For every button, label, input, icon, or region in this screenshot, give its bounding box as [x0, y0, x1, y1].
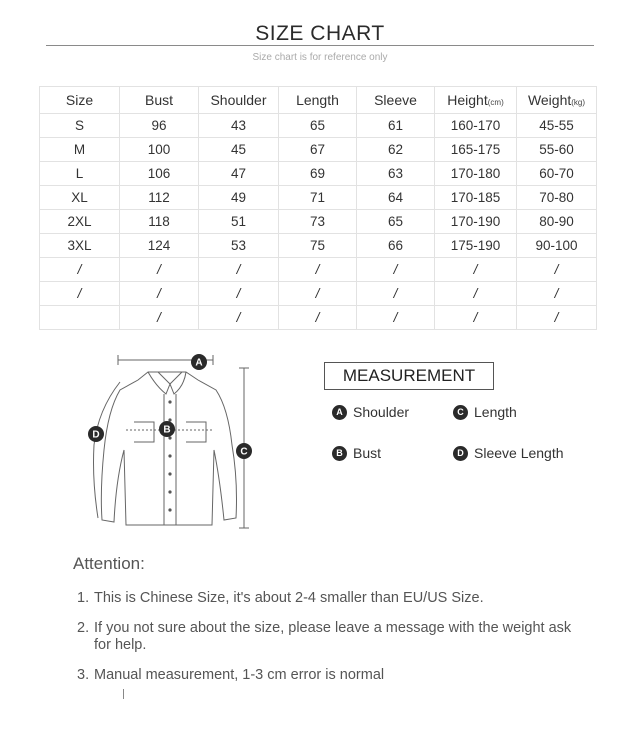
table-row	[40, 138, 597, 162]
table-cell: /	[120, 258, 199, 282]
table-cell: 124	[120, 234, 199, 258]
table-cell: 80-90	[517, 210, 597, 234]
legend-length	[453, 404, 517, 420]
table-cell: 60-70	[517, 162, 597, 186]
table-cell: 65	[357, 210, 435, 234]
table-cell: 170-190	[435, 210, 517, 234]
table-cell: /	[199, 258, 279, 282]
marker-b	[159, 421, 175, 437]
table-cell: 47	[199, 162, 279, 186]
title-divider	[46, 45, 594, 46]
table-row	[40, 162, 597, 186]
marker-a	[191, 354, 207, 370]
table-cell: 43	[199, 114, 279, 138]
header-sleeve: Sleeve	[357, 87, 435, 114]
weight-unit: (kg)	[571, 98, 586, 107]
table-cell: 96	[120, 114, 199, 138]
table-cell: /	[199, 306, 279, 330]
measurement-title: MEASUREMENT	[324, 362, 494, 390]
table-cell: /	[357, 306, 435, 330]
attention-note-2: 2. If you not sure about the size, please leave a message with the weight ask for help.	[77, 620, 572, 653]
table-cell: /	[435, 282, 517, 306]
legend-sleeve-length	[453, 445, 564, 461]
attention-note-1: 1. This is Chinese Size, it's about 2-4 smaller than EU/US Size.	[77, 590, 484, 606]
table-cell: 73	[279, 210, 357, 234]
table-cell: M	[40, 138, 120, 162]
table-cell: 70-80	[517, 186, 597, 210]
table-row	[40, 186, 597, 210]
table-cell: 170-185	[435, 186, 517, 210]
table-cell: 67	[279, 138, 357, 162]
marker-d-icon: D	[453, 446, 468, 461]
table-cell: S	[40, 114, 120, 138]
table-cell: 112	[120, 186, 199, 210]
table-cell: 170-180	[435, 162, 517, 186]
table-cell: 69	[279, 162, 357, 186]
table-cell: 106	[120, 162, 199, 186]
table-cell: /	[279, 282, 357, 306]
table-cell: /	[517, 258, 597, 282]
marker-c-icon: C	[453, 405, 468, 420]
table-row	[40, 306, 597, 330]
table-header-row	[40, 87, 597, 114]
header-bust: Bust	[120, 87, 199, 114]
table-cell: 61	[357, 114, 435, 138]
table-row	[40, 210, 597, 234]
svg-text:C: C	[240, 446, 248, 458]
legend-bust	[332, 445, 381, 461]
table-cell: 49	[199, 186, 279, 210]
legend-shoulder	[332, 404, 409, 420]
table-cell: 62	[357, 138, 435, 162]
svg-text:A: A	[195, 357, 203, 369]
table-cell: 2XL	[40, 210, 120, 234]
height-unit: (cm)	[487, 98, 504, 107]
table-cell: 118	[120, 210, 199, 234]
table-row	[40, 258, 597, 282]
table-cell: 71	[279, 186, 357, 210]
shirt-diagram	[78, 350, 278, 535]
table-cell: 63	[357, 162, 435, 186]
marker-c	[236, 443, 252, 459]
attention-note-3: 3. Manual measurement, 1-3 cm error is normal	[77, 667, 385, 683]
table-cell: 90-100	[517, 234, 597, 258]
table-cell: 55-60	[517, 138, 597, 162]
page-subtitle: Size chart is for reference only	[252, 52, 388, 63]
attention-heading: Attention:	[73, 554, 145, 573]
marker-a-icon: A	[332, 405, 347, 420]
table-cell: /	[120, 282, 199, 306]
table-cell: /	[120, 306, 199, 330]
table-cell: 3XL	[40, 234, 120, 258]
table-cell: 160-170	[435, 114, 517, 138]
legend-label: Bust	[353, 445, 382, 461]
table-cell: 64	[357, 186, 435, 210]
table-cell	[40, 306, 120, 330]
marker-b-icon: B	[332, 446, 347, 461]
table-cell: 65	[279, 114, 357, 138]
table-cell: 165-175	[435, 138, 517, 162]
table-cell: /	[199, 282, 279, 306]
page-title: SIZE CHART	[255, 22, 385, 45]
legend-label: Shoulder	[353, 404, 410, 420]
header-height: Height(cm)	[435, 87, 517, 114]
table-cell: XL	[40, 186, 120, 210]
table-cell: L	[40, 162, 120, 186]
size-table	[39, 86, 597, 330]
marker-d	[88, 426, 104, 442]
legend-label: Sleeve Length	[474, 445, 564, 461]
table-row	[40, 114, 597, 138]
table-cell: /	[279, 258, 357, 282]
table-cell: 175-190	[435, 234, 517, 258]
table-row	[40, 282, 597, 306]
table-row	[40, 234, 597, 258]
table-cell: /	[279, 306, 357, 330]
table-cell: 53	[199, 234, 279, 258]
table-cell: 45	[199, 138, 279, 162]
table-cell: 100	[120, 138, 199, 162]
header-shoulder: Shoulder	[199, 87, 279, 114]
table-cell: 45-55	[517, 114, 597, 138]
table-cell: /	[435, 258, 517, 282]
legend-label: Length	[474, 404, 517, 420]
table-cell: /	[40, 282, 120, 306]
table-cell: /	[435, 306, 517, 330]
header-weight: Weight(kg)	[517, 87, 597, 114]
table-cell: /	[517, 306, 597, 330]
table-cell: 66	[357, 234, 435, 258]
svg-text:B: B	[163, 424, 171, 436]
text-cursor	[123, 689, 124, 699]
svg-text:D: D	[92, 429, 100, 441]
header-size: Size	[40, 87, 120, 114]
table-cell: /	[357, 282, 435, 306]
table-cell: /	[40, 258, 120, 282]
table-cell: 51	[199, 210, 279, 234]
table-cell: 75	[279, 234, 357, 258]
table-cell: /	[357, 258, 435, 282]
header-length: Length	[279, 87, 357, 114]
table-cell: /	[517, 282, 597, 306]
